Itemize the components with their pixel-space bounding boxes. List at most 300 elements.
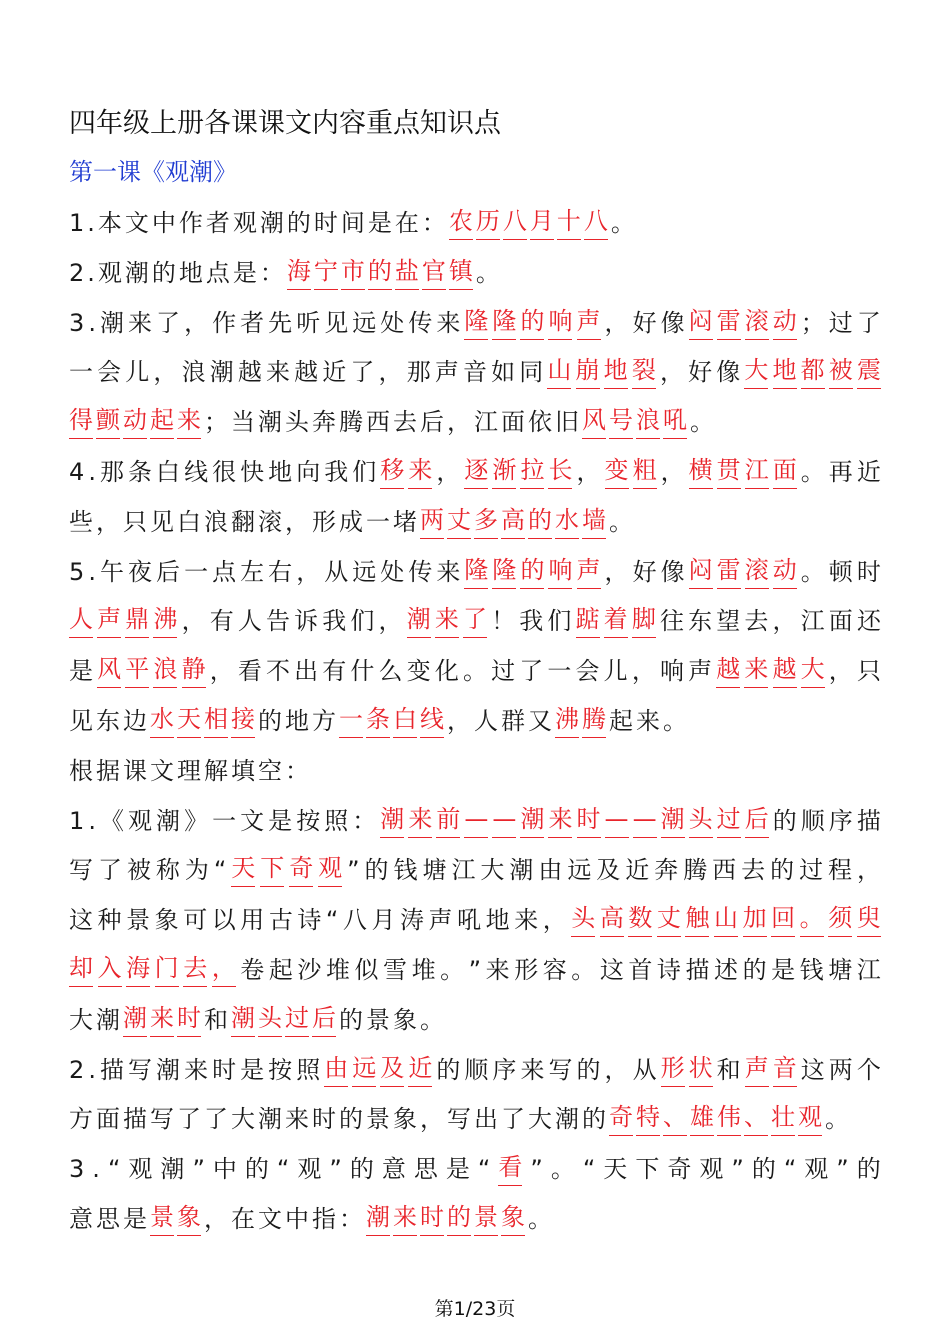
- text-char: 出: [294, 657, 319, 685]
- text-char: 堆: [411, 956, 436, 984]
- text-char: ，: [857, 856, 881, 884]
- text-char: 照: [296, 1056, 321, 1084]
- text-char: 潮: [259, 209, 284, 237]
- text-char: 江: [800, 607, 825, 635]
- text-char: 变: [406, 657, 431, 685]
- text-char: 还: [856, 607, 881, 635]
- text-char: 中: [151, 209, 176, 237]
- highlighted-answer-char: 看: [498, 1149, 522, 1186]
- text-char: 东: [688, 607, 713, 635]
- highlighted-answer-char: 被: [829, 352, 853, 389]
- text-char: “: [325, 906, 339, 934]
- text-char: ，: [772, 607, 797, 635]
- text-char: 月: [371, 906, 396, 934]
- highlighted-answer-char: 状: [689, 1050, 713, 1087]
- text-char: 者: [240, 309, 265, 337]
- highlighted-answer-char: 臾: [857, 900, 881, 937]
- highlighted-answer-char: 起: [150, 402, 174, 439]
- text-char: 点: [205, 259, 230, 287]
- text-char: 我: [519, 607, 544, 635]
- text-char: 潮: [555, 1105, 579, 1133]
- highlighted-answer-char: 时: [420, 1199, 444, 1236]
- highlighted-answer-char: 声: [577, 552, 601, 589]
- text-char: 远: [352, 558, 377, 586]
- text-char: 八: [342, 906, 367, 934]
- highlighted-answer-char: —: [464, 801, 488, 838]
- text-char: 来: [128, 309, 153, 337]
- text-char: 面: [96, 1105, 120, 1133]
- text-char: 种: [97, 906, 122, 934]
- text-char: 好: [632, 309, 657, 337]
- text-char: 来: [636, 707, 660, 735]
- highlighted-answer-char: 地: [604, 352, 628, 389]
- text-char: 。: [475, 259, 500, 287]
- highlighted-answer-char: 滚: [745, 552, 769, 589]
- text-char: ，: [184, 309, 209, 337]
- text-char: 又: [528, 707, 552, 735]
- text-char: 了: [97, 856, 122, 884]
- text-char: 潮: [258, 1105, 282, 1133]
- text-char: 顺: [800, 807, 825, 835]
- highlighted-answer-char: 墙: [582, 502, 606, 539]
- highlighted-answer-char: 响: [548, 303, 572, 340]
- highlighted-answer-char: 头: [258, 1000, 282, 1037]
- text-char: 。: [440, 956, 465, 984]
- text-char: 根: [69, 757, 93, 785]
- highlighted-answer-char: 潮: [123, 1000, 147, 1037]
- text-char: 吼: [457, 906, 482, 934]
- text-char: 成: [339, 508, 363, 536]
- text-char: 文: [258, 1205, 282, 1233]
- text-char: 一: [547, 657, 572, 685]
- text-char: 的: [151, 259, 176, 287]
- text-char: 会: [575, 657, 600, 685]
- text-char: .: [88, 558, 96, 586]
- text-char: ：: [285, 757, 309, 785]
- text-char: 写: [447, 1105, 471, 1133]
- highlighted-answer-char: 踮: [576, 601, 600, 638]
- text-char: “: [477, 1155, 491, 1183]
- text-char: 的: [772, 807, 797, 835]
- text-char: 见: [150, 508, 174, 536]
- highlighted-answer-char: 奇: [289, 850, 313, 887]
- highlighted-answer-char: 壮: [771, 1099, 795, 1136]
- text-char: 诉: [294, 607, 319, 635]
- highlighted-answer-char: 数: [628, 900, 652, 937]
- text-char: 远: [352, 309, 377, 337]
- text-char: 只: [123, 508, 147, 536]
- text-char: 时: [856, 558, 881, 586]
- text-char: ：: [259, 259, 284, 287]
- text-char: 奔: [312, 408, 336, 436]
- text-line: [69, 601, 881, 641]
- highlighted-answer-char: —: [492, 801, 516, 838]
- text-char: 形: [514, 956, 539, 984]
- text-char: 是: [771, 956, 796, 984]
- text-char: 中: [212, 1155, 237, 1183]
- text-char: .: [88, 1056, 96, 1084]
- text-char: 间: [340, 209, 365, 237]
- text-char: 地: [268, 458, 293, 486]
- text-char: 的: [436, 1056, 461, 1084]
- highlighted-answer-char: 入: [98, 950, 122, 987]
- text-char: 潮: [209, 358, 234, 386]
- text-char: ，: [436, 458, 461, 486]
- highlighted-answer-char: 来: [177, 402, 201, 439]
- text-char: 了: [501, 1105, 525, 1133]
- page-title: 四年级上册各课课文内容重点知识点: [69, 108, 501, 139]
- highlighted-answer-char: 门: [155, 950, 179, 987]
- text-char: 越: [237, 358, 262, 386]
- text-char: 大: [480, 856, 505, 884]
- highlighted-answer-char: 逐: [464, 452, 488, 489]
- text-line: [69, 950, 881, 990]
- highlighted-answer-char: 丈: [447, 502, 471, 539]
- text-char: 出: [474, 1105, 498, 1133]
- highlighted-answer-char: 加: [743, 900, 767, 937]
- text-char: 潮: [96, 1006, 120, 1034]
- highlighted-answer-char: 奇: [609, 1099, 633, 1136]
- text-char: 地: [485, 906, 510, 934]
- text-char: ，: [209, 657, 234, 685]
- text-char: 思: [413, 1155, 438, 1183]
- text-char: ，: [96, 508, 120, 536]
- text-char: 们: [352, 458, 377, 486]
- highlighted-answer-char: 宁: [314, 253, 338, 290]
- text-char: 象: [393, 1105, 417, 1133]
- text-line: [69, 651, 881, 691]
- text-char: 的: [856, 1155, 881, 1183]
- text-char: 来: [285, 1105, 309, 1133]
- text-char: 传: [408, 558, 433, 586]
- text-char: 观: [97, 259, 122, 287]
- text-char: 有: [322, 657, 347, 685]
- text-char: 了: [204, 1105, 228, 1133]
- lesson-heading: 第一课《观潮》: [69, 158, 237, 186]
- text-char: 从: [324, 558, 349, 586]
- text-char: 什: [350, 657, 375, 685]
- text-char: 景: [126, 906, 151, 934]
- text-char: 时: [212, 1056, 237, 1084]
- text-char: 大: [231, 1105, 255, 1133]
- text-char: 后: [420, 408, 444, 436]
- text-char: ，: [285, 508, 309, 536]
- text-char: 起: [268, 956, 293, 984]
- text-char: ，: [542, 906, 567, 934]
- text-char: 向: [296, 458, 321, 486]
- text-char: ，: [604, 1056, 629, 1084]
- text-char: 诗: [656, 956, 681, 984]
- text-char: 空: [258, 757, 282, 785]
- highlighted-answer-char: ，: [212, 950, 236, 987]
- text-char: 下: [635, 1155, 660, 1183]
- text-char: 潮: [258, 408, 282, 436]
- text-char: “: [582, 1155, 596, 1183]
- text-char: 处: [380, 309, 405, 337]
- highlighted-answer-char: 横: [689, 452, 713, 489]
- text-char: 象: [393, 1006, 417, 1034]
- text-char: 好: [688, 358, 713, 386]
- highlighted-answer-char: 变: [605, 452, 629, 489]
- highlighted-answer-char: 渐: [492, 452, 516, 489]
- highlighted-answer-char: 历: [476, 203, 500, 240]
- highlighted-answer-char: 条: [366, 701, 390, 738]
- text-char: ，: [604, 558, 629, 586]
- highlighted-answer-char: 下: [260, 850, 284, 887]
- text-char: 潮: [99, 309, 124, 337]
- text-char: 顿: [828, 558, 853, 586]
- highlighted-answer-char: 江: [745, 452, 769, 489]
- highlighted-answer-char: 的: [520, 303, 544, 340]
- text-char: 2: [69, 259, 85, 287]
- text-char: ”: [347, 856, 360, 884]
- highlighted-answer-char: 水: [555, 502, 579, 539]
- highlighted-answer-char: 头: [571, 900, 595, 937]
- text-char: 和: [204, 1006, 228, 1034]
- text-char: 。: [825, 1105, 849, 1133]
- text-char: 么: [378, 657, 403, 685]
- text-char: 大: [69, 1006, 93, 1034]
- text-char: 描: [123, 1105, 147, 1133]
- highlighted-answer-char: 回: [771, 900, 795, 937]
- text-char: 我: [322, 607, 347, 635]
- text-char: .: [88, 458, 96, 486]
- text-char: 序: [828, 807, 853, 835]
- text-char: .: [88, 807, 96, 835]
- highlighted-answer-char: 响: [548, 552, 572, 589]
- text-char: 望: [716, 607, 741, 635]
- highlighted-answer-char: 丈: [657, 900, 681, 937]
- highlighted-answer-char: 潮: [661, 801, 685, 838]
- text-line: [69, 502, 881, 542]
- text-char: ”: [329, 1155, 342, 1183]
- text-line: [69, 303, 881, 343]
- text-line: [69, 452, 881, 492]
- text-char: 响: [659, 657, 684, 685]
- highlighted-answer-char: 来: [408, 801, 432, 838]
- text-char: .: [87, 209, 95, 237]
- text-char: 是: [268, 807, 293, 835]
- highlighted-answer-char: 象: [501, 1199, 525, 1236]
- text-char: 告: [265, 607, 290, 635]
- text-char: 化: [434, 657, 459, 685]
- highlighted-answer-char: 后: [312, 1000, 336, 1037]
- text-line: [69, 1000, 881, 1040]
- text-char: 涛: [400, 906, 424, 934]
- text-char: 按: [268, 1056, 293, 1084]
- text-char: 面: [501, 408, 525, 436]
- text-char: 在: [394, 209, 419, 237]
- text-char: 意: [69, 1205, 93, 1233]
- text-char: 来: [485, 956, 510, 984]
- text-char: 古: [268, 906, 293, 934]
- highlighted-answer-char: 、: [744, 1099, 768, 1136]
- text-char: 雪: [383, 956, 408, 984]
- text-char: 潮: [124, 259, 149, 287]
- text-char: 好: [632, 558, 657, 586]
- highlighted-answer-char: 一: [339, 701, 363, 738]
- highlighted-answer-char: 八: [503, 203, 527, 240]
- highlighted-answer-char: 线: [420, 701, 444, 738]
- text-char: 近: [625, 856, 650, 884]
- text-char: 。: [800, 458, 825, 486]
- text-char: 的: [751, 1155, 776, 1183]
- highlighted-answer-char: 两: [420, 502, 444, 539]
- highlighted-answer-char: 触: [685, 900, 709, 937]
- text-line: [69, 352, 881, 392]
- text-char: 者: [205, 209, 230, 237]
- highlighted-answer-char: 来: [150, 1000, 174, 1037]
- text-char: 文: [150, 757, 174, 785]
- text-char: ，: [296, 558, 321, 586]
- text-char: 用: [240, 906, 265, 934]
- text-char: 面: [828, 607, 853, 635]
- highlighted-answer-char: 后: [745, 801, 769, 838]
- highlighted-answer-char: 特: [636, 1099, 660, 1136]
- text-char: 3: [69, 1155, 85, 1183]
- text-char: ”: [192, 1155, 205, 1183]
- highlighted-answer-char: 近: [408, 1050, 432, 1087]
- highlighted-answer-char: 形: [661, 1050, 685, 1087]
- text-char: 点: [212, 558, 237, 586]
- text-char: ，: [378, 358, 403, 386]
- highlighted-answer-char: 大: [801, 651, 825, 688]
- highlighted-answer-char: 腾: [582, 701, 606, 738]
- text-char: 线: [184, 458, 209, 486]
- text-char: “: [276, 1155, 290, 1183]
- highlighted-answer-char: 闷: [689, 552, 713, 589]
- highlighted-answer-char: 面: [773, 452, 797, 489]
- text-char: 容: [542, 956, 567, 984]
- highlighted-answer-char: 观: [798, 1099, 822, 1136]
- highlighted-answer-char: 及: [380, 1050, 404, 1087]
- text-char: 是: [445, 1155, 470, 1183]
- text-char: 去: [741, 856, 766, 884]
- text-char: 见: [69, 707, 93, 735]
- text-char: 。: [663, 707, 687, 735]
- highlighted-answer-char: 十: [557, 203, 581, 240]
- highlighted-answer-char: 景: [474, 1199, 498, 1236]
- text-char: 。: [528, 1205, 552, 1233]
- text-char: 。: [609, 508, 633, 536]
- highlighted-answer-char: 的: [520, 552, 544, 589]
- text-char: 了: [350, 358, 375, 386]
- highlighted-answer-char: 、: [663, 1099, 687, 1136]
- highlighted-answer-char: 农: [449, 203, 473, 240]
- text-char: 了: [156, 309, 181, 337]
- highlighted-answer-char: 前: [436, 801, 460, 838]
- text-char: 有: [209, 607, 234, 635]
- highlighted-answer-char: 裂: [632, 352, 656, 389]
- highlighted-answer-char: 隆: [464, 552, 488, 589]
- text-char: 一: [69, 358, 93, 386]
- text-char: ：: [352, 807, 377, 835]
- highlighted-answer-char: 多: [474, 502, 498, 539]
- highlighted-answer-char: 雷: [717, 552, 741, 589]
- text-char: 方: [312, 707, 336, 735]
- text-char: 的: [258, 707, 282, 735]
- highlighted-answer-char: 静: [182, 651, 206, 688]
- text-char: 两: [828, 1056, 853, 1084]
- text-char: 像: [660, 309, 685, 337]
- text-char: 。: [610, 209, 635, 237]
- highlighted-answer-char: 隆: [492, 303, 516, 340]
- highlighted-answer-char: 天: [177, 701, 201, 738]
- text-char: 潮: [156, 807, 181, 835]
- highlighted-answer-char: 镇: [449, 253, 473, 290]
- text-char: .: [87, 259, 95, 287]
- text-char: 先: [268, 309, 293, 337]
- text-char: 传: [408, 309, 433, 337]
- highlighted-answer-char: 来: [435, 601, 459, 638]
- highlighted-answer-char: 声: [577, 303, 601, 340]
- text-char: ，: [576, 458, 601, 486]
- highlighted-answer-char: 来: [548, 801, 572, 838]
- highlighted-answer-char: 音: [773, 1050, 797, 1087]
- text-char: 腾: [339, 408, 363, 436]
- text-char: 观: [232, 209, 257, 237]
- text-char: 。: [800, 558, 825, 586]
- text-char: 白: [156, 458, 181, 486]
- text-char: 2: [69, 1056, 85, 1084]
- text-char: 堵: [393, 508, 417, 536]
- highlighted-answer-char: 移: [380, 452, 404, 489]
- text-char: 观: [804, 1155, 829, 1183]
- text-char: 这: [800, 1056, 825, 1084]
- text-char: ，: [420, 1105, 444, 1133]
- text-char: 过: [491, 657, 516, 685]
- text-char: 文: [240, 807, 265, 835]
- highlighted-answer-char: 雷: [717, 303, 741, 340]
- text-char: 描: [685, 956, 710, 984]
- highlighted-answer-char: 平: [125, 651, 149, 688]
- text-char: 那: [99, 458, 124, 486]
- highlighted-answer-char: 水: [150, 701, 174, 738]
- text-line: [69, 900, 881, 940]
- highlighted-answer-char: 脚: [632, 601, 656, 638]
- highlighted-answer-char: 滚: [745, 303, 769, 340]
- highlighted-answer-char: 由: [324, 1050, 348, 1087]
- text-char: 不: [265, 657, 290, 685]
- text-char: 很: [212, 458, 237, 486]
- text-char: 的: [349, 1155, 374, 1183]
- text-char: 在: [231, 1205, 255, 1233]
- text-char: 去: [393, 408, 417, 436]
- highlighted-answer-char: 雄: [690, 1099, 714, 1136]
- text-char: 一: [184, 558, 209, 586]
- text-char: 是: [123, 1205, 147, 1233]
- text-char: 思: [96, 1205, 120, 1233]
- highlighted-answer-char: 官: [422, 253, 446, 290]
- text-char: 近: [322, 358, 347, 386]
- text-char: 。: [420, 1006, 444, 1034]
- text-char: 人: [237, 607, 262, 635]
- text-char: 当: [231, 408, 255, 436]
- text-char: 4: [69, 458, 85, 486]
- text-char: 一: [212, 807, 237, 835]
- text-char: ”: [468, 956, 482, 984]
- text-char: 夜: [128, 558, 153, 586]
- highlighted-answer-char: 声: [745, 1050, 769, 1087]
- highlighted-answer-char: 颤: [96, 402, 120, 439]
- text-char: ：: [421, 209, 446, 237]
- text-char: 见: [324, 309, 349, 337]
- text-char: ！: [491, 607, 516, 635]
- highlighted-answer-char: 象: [177, 1199, 201, 1236]
- text-char: 奇: [667, 1155, 692, 1183]
- highlighted-answer-char: 动: [773, 303, 797, 340]
- text-char: 们: [547, 607, 572, 635]
